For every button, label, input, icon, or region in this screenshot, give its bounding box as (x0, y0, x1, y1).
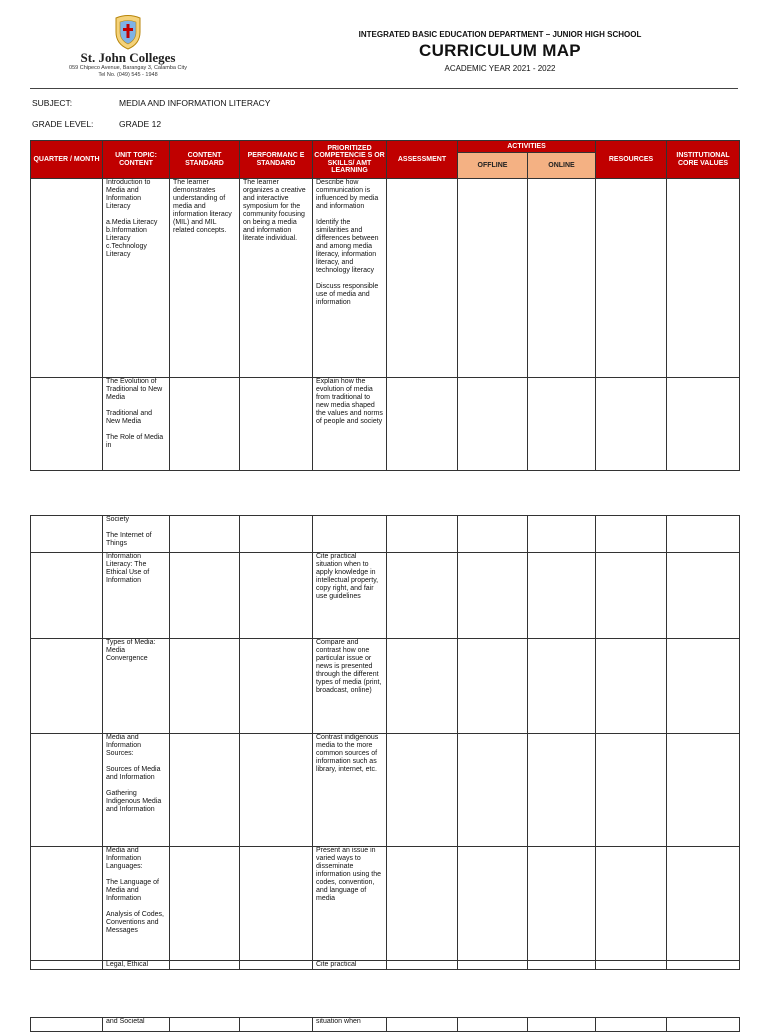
header-assessment: ASSESSMENT (387, 141, 458, 179)
table-row (31, 734, 740, 847)
header-offline: OFFLINE (458, 153, 528, 179)
offline-cell (458, 179, 528, 378)
topic-cell: Society The Internet of Things (103, 516, 170, 553)
topic-cell: The Evolution of Traditional to New Media Traditional and New Media The Role of Media in (103, 378, 170, 471)
competency-cell: Present an issue in varied ways to disseminate information using the codes, convention, and language of media (313, 847, 387, 961)
core-values-cell (667, 378, 740, 471)
performance-standard-cell (240, 378, 313, 471)
header-divider (30, 88, 738, 89)
grade-level-value: GRADE 12 (119, 119, 162, 129)
core-values-cell (667, 179, 740, 378)
performance-standard-cell: The learner organizes a creative and interactive symposium for the community focusing on being a media and information literate individual. (240, 179, 313, 378)
department-name: INTEGRATED BASIC EDUCATION DEPARTMENT – JUNIOR HIGH SCHOOL (358, 30, 642, 39)
curriculum-table-page-2 (30, 515, 740, 970)
competency-cell (313, 516, 387, 553)
grade-level-label: GRADE LEVEL: (32, 119, 94, 129)
content-standard-cell: The learner demonstrates understanding of media and information literacy (MIL) and MIL related concepts. (170, 179, 240, 378)
table-row (31, 1018, 740, 1032)
curriculum-table-page-1 (30, 140, 740, 471)
competency-cell: Describe how communication is influenced by media and information Identify the similarities and differences between and among media literacy, information literacy, and technology literacy Discuss responsible use of media and information (313, 179, 387, 378)
topic-cell: Introduction to Media and Information Literacy a.Media Literacy b.Information Literacy c.Technology Literacy (103, 179, 170, 378)
competency-cell: Compare and contrast how one particular issue or news is presented through the different types of media (print, broadcast, online) (313, 639, 387, 734)
online-cell (528, 378, 596, 471)
header-online: ONLINE (528, 153, 596, 179)
academic-year: ACADEMIC YEAR 2021 - 2022 (444, 64, 556, 73)
subject-label: SUBJECT: (32, 98, 73, 108)
table-row (31, 179, 740, 378)
header-activities: ACTIVITIES (458, 141, 596, 153)
topic-cell: Types of Media: Media Convergence (103, 639, 170, 734)
topic-cell: Media and Information Languages: The Language of Media and Information Analysis of Codes, Conventions and Messages (103, 847, 170, 961)
header-competencies: PRIORITIZED COMPETENCIE S OR SKILLS/ AMT LEARNING (313, 141, 387, 179)
subject-value: MEDIA AND INFORMATION LITERACY (119, 98, 271, 108)
school-name: St. John Colleges (80, 50, 176, 65)
topic-cell: Legal, Ethical (103, 961, 170, 970)
table-row (31, 378, 740, 471)
resources-cell (596, 378, 667, 471)
curriculum-table-page-3 (30, 1017, 740, 1032)
content-standard-cell (170, 378, 240, 471)
header-core-values: INSTITUTIONAL CORE VALUES (667, 141, 740, 179)
quarter-cell (31, 179, 103, 378)
online-cell (528, 179, 596, 378)
topic-cell: Media and Information Sources: Sources of Media and Information Gathering Indigenous Media and Information (103, 734, 170, 847)
quarter-cell (31, 378, 103, 471)
table-row (31, 847, 740, 961)
competency-cell: Contrast indigenous media to the more common sources of information such as library, internet, etc. (313, 734, 387, 847)
school-logo (113, 14, 143, 50)
table-row (31, 961, 740, 970)
assessment-cell (387, 378, 458, 471)
table-row (31, 553, 740, 639)
competency-cell: situation when (313, 1018, 387, 1032)
header-resources: RESOURCES (596, 141, 667, 179)
header-quarter: QUARTER / MONTH (31, 141, 103, 179)
school-address (40, 65, 216, 79)
competency-cell: Cite practical (313, 961, 387, 970)
header-content-standard: CONTENT STANDARD (170, 141, 240, 179)
competency-cell: Explain how the evolution of media from traditional to new media shaped the values and norms of people and society (313, 378, 387, 471)
header-unit-topic: UNIT TOPIC: CONTENT (103, 141, 170, 179)
assessment-cell (387, 179, 458, 378)
table-row (31, 516, 740, 553)
offline-cell (458, 378, 528, 471)
topic-cell: and Societal (103, 1018, 170, 1032)
address-line-2: Tel No. (049) 545 - 1948 (98, 72, 158, 78)
document-title: CURRICULUM MAP (419, 41, 581, 60)
competency-cell: Cite practical situation when to apply knowledge in intellectual property, copy right, and fair use guidelines (313, 553, 387, 639)
address-line-1: 059 Chipeco Avenue, Barangay 3, Calamba City (69, 65, 187, 71)
header-performance-standard: PERFORMANC E STANDARD (240, 141, 313, 179)
table-row (31, 639, 740, 734)
topic-cell: Information Literacy: The Ethical Use of Information (103, 553, 170, 639)
resources-cell (596, 179, 667, 378)
